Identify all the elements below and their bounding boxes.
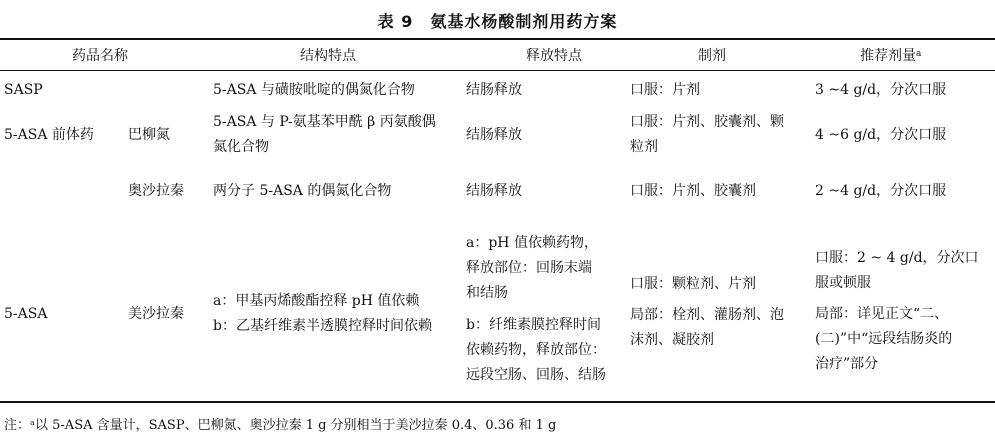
balsalazide-name: 巴柳氮 (128, 127, 170, 143)
mesalazine-release-line-4: b：纤维素膜控释时间 (466, 317, 601, 333)
balsalazide-formulation-line-1: 口服：片剂、胶囊剂、颗 (630, 114, 784, 130)
table-title: 表 9 氨基水杨酸制剂用药方案 (377, 12, 618, 31)
mesalazine-group-label: 5-ASA (4, 306, 48, 322)
mesalazine-dose-line-1: 口服：2 ~ 4 g/d，分次口 (815, 250, 979, 266)
mesalazine-name: 美沙拉秦 (128, 306, 184, 322)
sasp-formulation: 口服：片剂 (630, 82, 700, 98)
mesalazine-dose-line-2: 服或顿服 (815, 275, 871, 291)
sasp-dose: 3 ~4 g/d，分次口服 (815, 82, 947, 98)
header-formulation: 制剂 (698, 48, 726, 64)
mesalazine-formulation-line-1: 口服：颗粒剂、片剂 (630, 276, 756, 292)
header-dose-label: 推荐剂量 (860, 48, 916, 64)
mesalazine-formulation-line-2: 局部：栓剂、灌肠剂、泡 (630, 307, 784, 323)
header-release: 释放特点 (526, 48, 582, 64)
sasp-name: SASP (4, 82, 43, 98)
mesalazine-release-line-6: 远段空肠、回肠、结肠 (466, 367, 606, 383)
mesalazine-dose-line-5: 治疗”部分 (815, 356, 879, 372)
mesalazine-release-line-3: 和结肠 (466, 285, 508, 301)
table-footnote: 注：ᵃ以 5-ASA 含量计，SASP、巴柳氮、奥沙拉秦 1 g 分别相当于美沙拉秦 0.4、0.36 和 1 g (4, 418, 557, 433)
olsalazine-formulation: 口服：片剂、胶囊剂 (630, 183, 756, 199)
olsalazine-name: 奥沙拉秦 (128, 183, 184, 199)
mesalazine-dose-line-3: 局部：详见正文“二、 (815, 306, 949, 322)
balsalazide-formulation-line-2: 粒剂 (630, 139, 658, 155)
balsalazide-release: 结肠释放 (466, 127, 522, 143)
sasp-structure: 5-ASA 与磺胺吡啶的偶氮化合物 (213, 82, 415, 98)
mesalazine-formulation-line-3: 沫剂、凝胶剂 (630, 332, 714, 348)
mesalazine-structure-line-1: a：甲基丙烯酸酯控释 pH 值依赖 (213, 293, 420, 309)
mesalazine-release-line-2: 释放部位：回肠末端 (466, 260, 592, 276)
header-dose-sup: a (916, 49, 922, 59)
balsalazide-structure-line-1: 5-ASA 与 P-氨基苯甲酰 β 丙氨酸偶 (213, 114, 436, 130)
balsalazide-structure-line-2: 氮化合物 (213, 139, 269, 155)
sasp-release: 结肠释放 (466, 82, 522, 98)
bottom-rule (0, 401, 995, 403)
mesalazine-release-line-5: 依赖药物，释放部位： (466, 342, 606, 358)
mesalazine-structure-line-2: b：乙基纤维素半透膜控释时间依赖 (213, 318, 432, 334)
header-drug-name: 药品名称 (72, 48, 128, 64)
mesalazine-release-line-1: a：pH 值依赖药物， (466, 235, 598, 251)
mesalazine-dose-line-4: (二)”中“远段结肠炎的 (815, 331, 953, 347)
top-rule (0, 38, 995, 40)
prodrug-group-label: 5-ASA 前体药 (4, 127, 94, 143)
olsalazine-structure: 两分子 5-ASA 的偶氮化合物 (213, 183, 392, 199)
balsalazide-dose: 4 ~6 g/d，分次口服 (815, 127, 947, 143)
header-rule (0, 70, 995, 71)
header-dose (860, 46, 921, 67)
olsalazine-dose: 2 ~4 g/d，分次口服 (815, 183, 947, 199)
header-structure: 结构特点 (300, 48, 356, 64)
olsalazine-release: 结肠释放 (466, 183, 522, 199)
